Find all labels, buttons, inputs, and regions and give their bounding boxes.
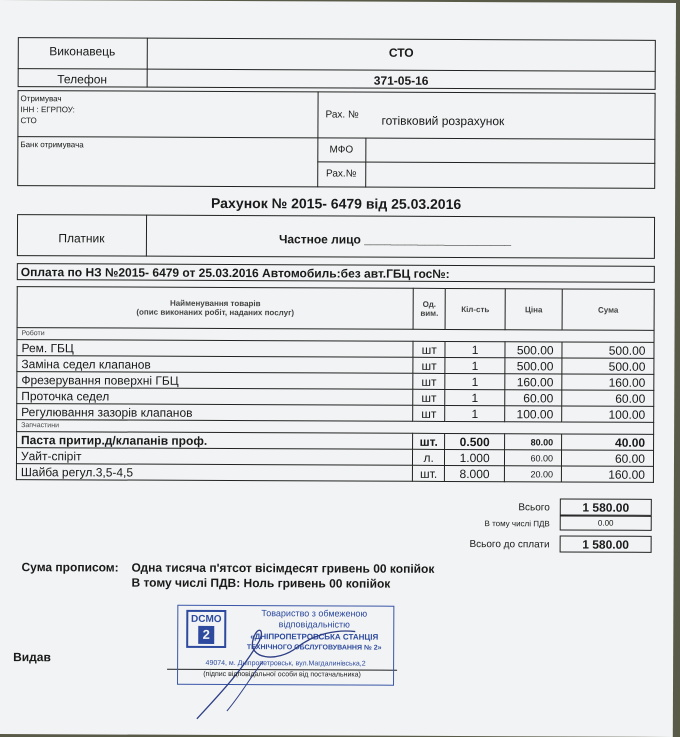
stamp-line3: «ДНІПРОПЕТРОВСЬКА СТАНЦІЯ [250,632,379,642]
item-sum: 40.00 [562,434,654,450]
item-name: Паста притир.д/клапанів проф. [17,432,413,450]
item-price: 160.00 [505,374,562,390]
account2-label: Рах.№ [326,168,357,180]
item-name: Фрезерування поверхні ГБЦ [17,372,413,390]
item-name: Заміна седел клапанов [17,356,413,374]
item-price: 500.00 [505,342,562,358]
account-value: готівковий розрахунок [381,113,505,129]
header-name: Найменування товарів (опис виконаних робіт, наданих послуг) [17,287,413,330]
header-price: Ціна [505,289,562,330]
issued-label: Видав [13,650,51,665]
invoice-title: Рахунок № 2015- 6479 від 25.03.2016 [211,194,462,213]
table-row [16,464,653,483]
signature-caption: (підпис відповідальної особи від постачальника) [203,670,361,679]
table-header-row [17,287,654,331]
sum-words-line2: В тому числі ПДВ: Ноль гривень 00 копійок [131,575,391,591]
stamp-line2: відповідальністю [278,619,350,630]
sum-words-line1: Одна тисяча п'ятсот вісімдесят гривень 00 копійок [131,560,435,576]
items-table [16,286,655,483]
total-label: Всього [518,502,550,514]
header-unit: Од. вим. [413,288,445,329]
recipient-name: СТО [20,116,37,126]
item-unit: шт [413,341,445,357]
header-qty: Кіл-сть [445,288,505,329]
item-qty: 1 [445,405,505,421]
vat-label: В тому числі ПДВ [484,519,550,529]
section-works-label: Роботи [17,328,654,343]
item-sum: 100.00 [562,406,654,422]
stamp-line5: 49074, м. Дніпропетровськ, вул.Магдалинівська,2 [205,659,366,668]
stamp-line1: Товариство з обмеженою [261,608,368,619]
item-name: Проточка седел [17,388,413,406]
dcmo-logo-text: DCMO [190,613,222,625]
item-sum: 60.00 [562,450,654,466]
item-qty: 8.000 [445,465,505,481]
item-unit: шт [413,373,445,389]
recipient-label: Отримувач [20,94,62,104]
recipient-inn: ІНН : ЕГРПОУ: [20,105,75,115]
item-unit: шт [413,405,445,421]
item-price: 100.00 [505,406,562,422]
header-sum: Сума [562,289,654,330]
sum-words-label: Сума прописом: [21,560,119,575]
item-qty: 0.500 [445,433,505,449]
executor-label: Виконавець [49,44,116,59]
to-pay-label: Всього до сплати [469,539,550,551]
item-unit: шт. [413,465,445,481]
phone-label: Телефон [57,72,108,87]
to-pay-value: 1 580.00 [582,537,630,552]
item-price: 80.00 [505,434,562,450]
item-price: 60.00 [505,390,562,406]
item-unit: шт. [413,433,445,449]
bank-label: Банк отримувача [20,140,84,150]
item-qty: 1 [445,373,505,389]
account-label: Рах. № [325,109,359,121]
payer-value: Частное лицо ______________________ [278,232,512,248]
item-price: 60.00 [505,450,562,466]
item-name: Регулювання зазорів клапанов [17,404,413,422]
item-unit: шт [413,389,445,405]
mfo-label: МФО [329,144,354,156]
item-unit: л. [413,449,445,465]
signature [187,601,408,726]
item-price: 20.00 [505,466,562,482]
item-name: Рем. ГБЦ [17,340,413,358]
item-qty: 1 [445,389,505,405]
item-name: Шайба регул.3,5-4,5 [16,464,412,482]
item-sum: 500.00 [562,342,654,358]
item-sum: 160.00 [561,466,653,482]
stamp-line4: ТЕХНІЧНОГО ОБСЛУГОВУВАННЯ № 2» [246,644,382,652]
item-qty: 1 [445,357,505,373]
phone-value: 371-05-16 [373,73,429,88]
dcmo-logo-number: 2 [198,626,214,644]
section-parts-label: Запчастини [17,420,654,435]
total-value: 1 580.00 [582,500,630,515]
vat-value: 0.00 [597,518,614,528]
item-price: 500.00 [505,358,562,374]
payment-line: Оплата по НЗ №2015- 6479 от 25.03.2016 Автомобиль:без авт.ГБЦ гос№: [20,265,450,281]
item-name: Уайт-спіріт [16,448,412,466]
payer-label: Платник [58,231,105,246]
item-unit: шт [413,357,445,373]
item-sum: 500.00 [562,358,654,374]
item-sum: 160.00 [562,374,654,390]
item-qty: 1.000 [445,449,505,465]
item-qty: 1 [445,341,505,357]
executor-value: СТО [388,45,414,60]
item-sum: 60.00 [562,390,654,406]
